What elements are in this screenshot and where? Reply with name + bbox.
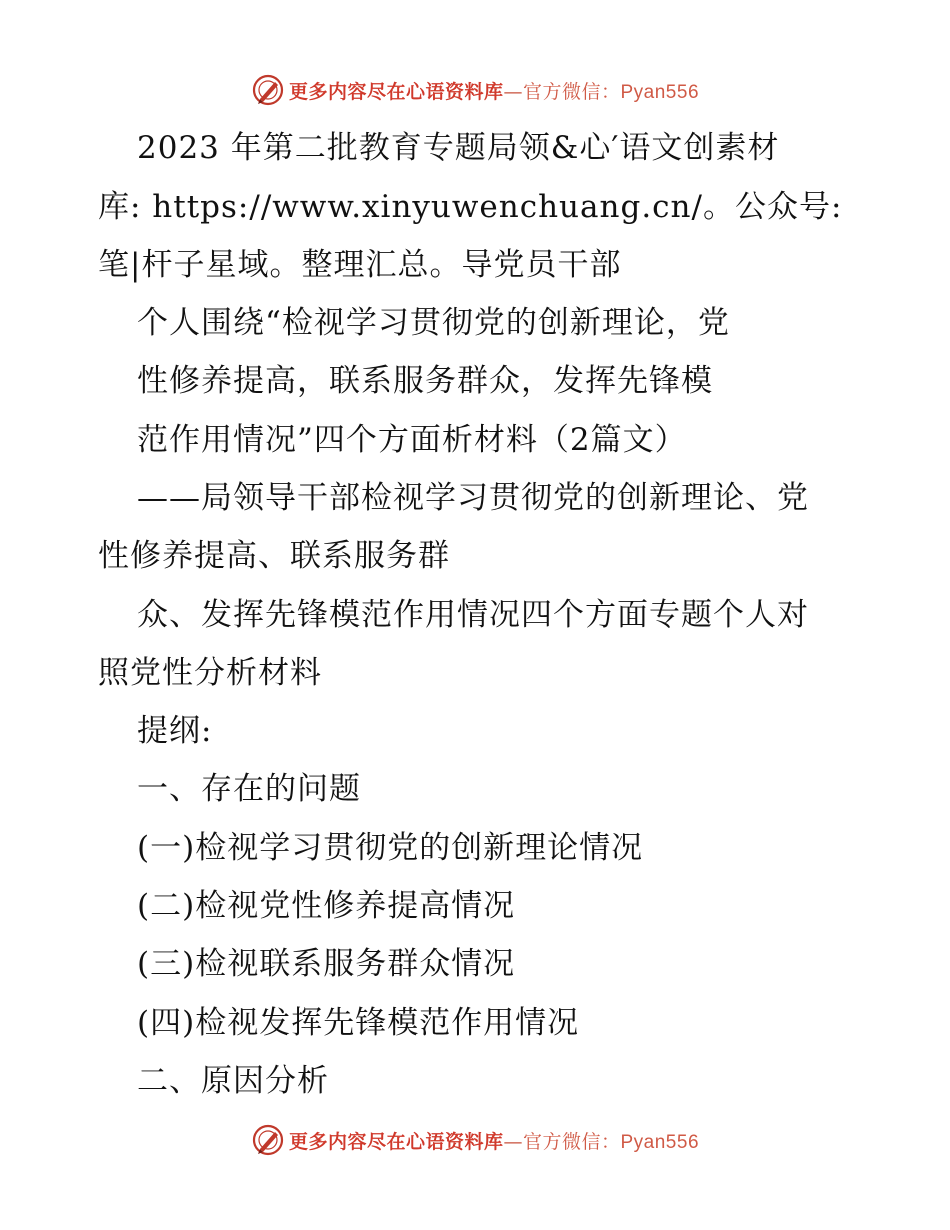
watermark-footer <box>0 1120 950 1160</box>
subsection-heading: (一)检视学习贯彻党的创新理论情况 <box>137 830 644 866</box>
watermark-brand: 更多内容尽在心语资料库 <box>288 80 504 103</box>
watermark-text <box>289 77 699 104</box>
body-line: 提纲: <box>137 713 213 749</box>
body-line: 笔|杆子星域。整理汇总。导党员干部 <box>98 247 622 283</box>
watermark-header <box>0 70 950 110</box>
watermark-account: 官方微信：Pyan556 <box>523 1131 700 1153</box>
body-line: 个人围绕“检视学习贯彻党的创新理论，党 <box>137 305 730 341</box>
body-line: 2023 年第二批教育专题局领&心′语文创素材 <box>137 130 780 166</box>
subsection-heading: (四)检视发挥先锋模范作用情况 <box>137 1005 580 1041</box>
body-line: 性修养提高，联系服务群众，发挥先锋模 <box>137 363 713 399</box>
body-line: 库: https://www.xinyuwenchuang.cn/。公众号: <box>98 189 843 225</box>
watermark-dash: — <box>503 1130 523 1153</box>
watermark-dash: — <box>503 80 523 103</box>
subsection-heading: (三)检视联系服务群众情况 <box>137 946 516 982</box>
body-line: 照党性分析材料 <box>98 655 322 691</box>
body-line: ——局领导干部检视学习贯彻党的创新理论、党 <box>137 480 809 516</box>
section-heading: 一、存在的问题 <box>137 771 361 807</box>
body-line: 性修养提高、联系服务群 <box>98 538 450 574</box>
watermark-brand: 更多内容尽在心语资料库 <box>288 1130 504 1153</box>
body-line: 众、发挥先锋模范作用情况四个方面专题个人对 <box>137 597 809 633</box>
watermark-text <box>289 1127 699 1154</box>
watermark-account: 官方微信：Pyan556 <box>523 81 700 103</box>
section-heading: 二、原因分析 <box>137 1063 329 1099</box>
subsection-heading: (二)检视党性修养提高情况 <box>137 888 516 924</box>
body-line: 范作用情况”四个方面析材料（2篇文） <box>137 422 687 458</box>
pen-logo-icon <box>251 1123 285 1157</box>
pen-logo-icon <box>251 73 285 107</box>
